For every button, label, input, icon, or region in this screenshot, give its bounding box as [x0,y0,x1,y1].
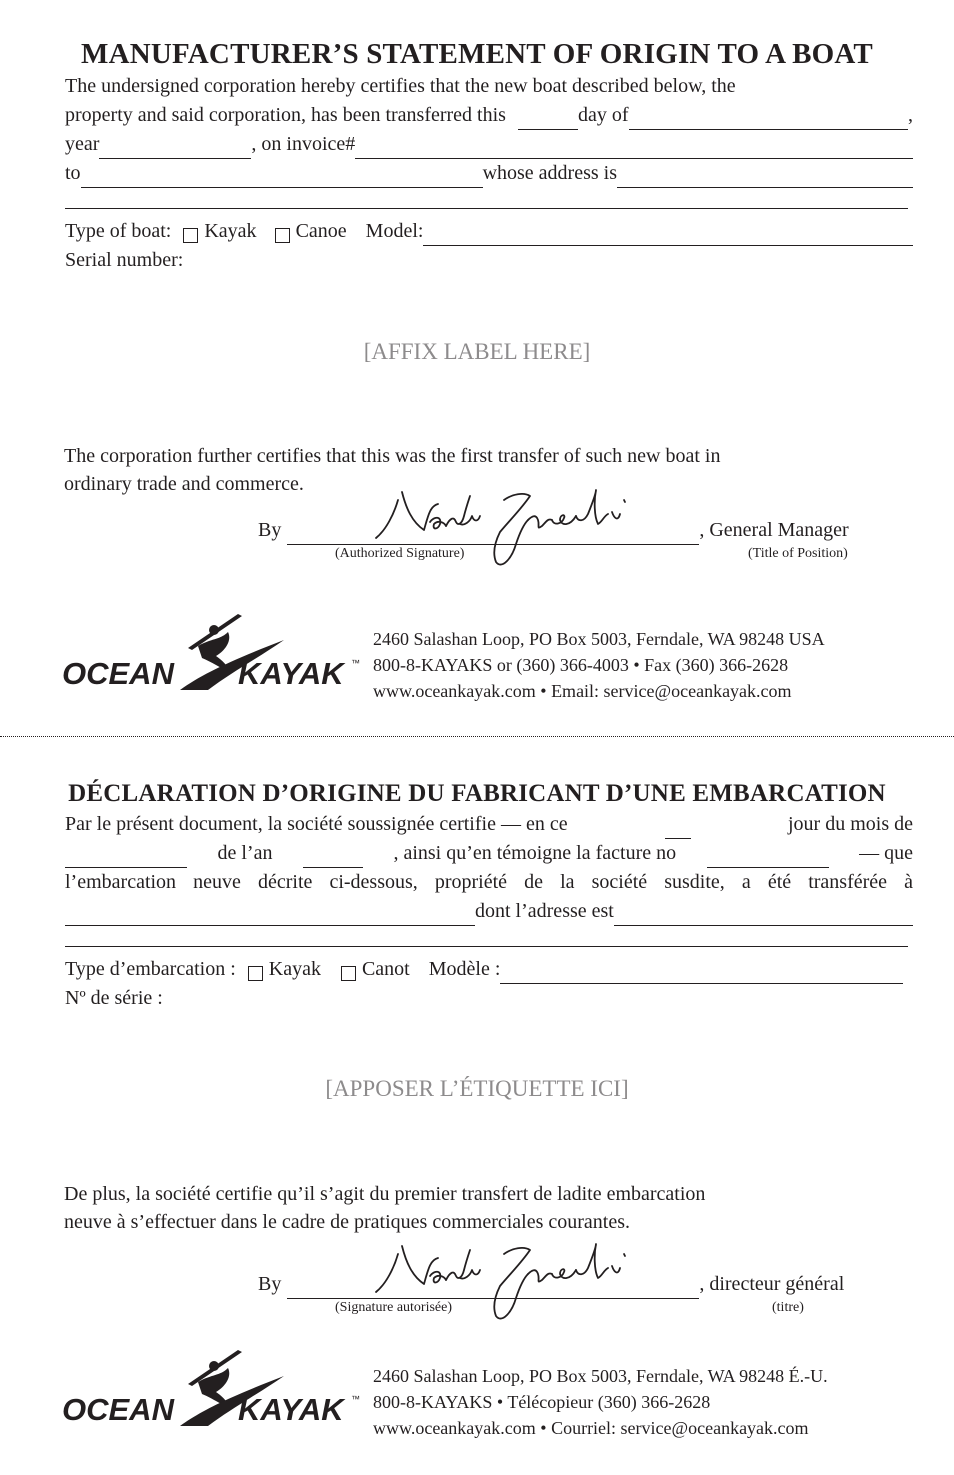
year-field[interactable] [99,138,251,159]
fr-month-field[interactable] [65,847,187,868]
fr-serial-line [65,984,913,1013]
certify-line-5 [65,188,908,209]
address-label: whose address is [482,162,617,184]
canoe-checkbox[interactable] [275,228,290,243]
day-field[interactable] [518,109,578,130]
fr-further-line-1: De plus, la société certifie qu’il s’agit du premier transfert de ladite embarcation [64,1183,706,1205]
fr-year-label: de l’an [217,842,273,864]
contact-phone: 800-8-KAYAKS or (360) 366-4003 • Fax (360) 366-2628 [373,655,789,675]
cut-line-divider [0,736,954,737]
logo-word-kayak: KAYAK [238,656,344,691]
further-line-1: The corporation further certifies that this was the first transfer of such new boat in [64,445,721,467]
logo-word-ocean: OCEAN [62,656,174,691]
statement-title: MANUFACTURER’S STATEMENT OF ORIGIN TO A BOAT [81,38,873,70]
fr-certify-text: Par le présent document, la société soussignée certifie — en ce [65,813,568,835]
fr-canoe-label: Canot [361,958,410,980]
model-label: Model: [365,220,424,242]
fr-que-label: — que [859,842,913,864]
certify-line-2 [65,101,913,130]
fr-further-certify-text [64,1180,705,1236]
fr-invoice-field[interactable] [707,847,829,868]
boat-type-label: Type of boat: [65,220,172,242]
fr-signature-caption: (Signature autorisée) [335,1300,453,1315]
fr-position-title: , directeur général [699,1273,845,1295]
to-label: to [65,162,81,184]
further-line-2: ordinary trade and commerce. [64,473,304,495]
affix-label-placeholder: [AFFIX LABEL HERE] [363,339,591,364]
fr-year-field[interactable] [303,847,363,868]
fr-affix-label-placeholder: [APPOSER L’ÉTIQUETTE ICI] [325,1076,629,1101]
logo-trademark: ™ [351,658,360,668]
fr-position-caption: (titre) [772,1300,804,1315]
fr-by-label: By [258,1273,282,1295]
year-label: year [65,133,100,155]
fr-serial-label: Nº de série : [65,987,163,1009]
fr-ocean-kayak-logo [62,1346,362,1436]
position-title: , General Manager [699,519,849,541]
fr-logo-trademark: ™ [351,1394,360,1404]
fr-transfer-text: l’embarcation neuve décrite ci-dessous, propriété de la société susdite, a été transférée à [65,871,913,893]
serial-line [65,246,913,275]
fr-contact-phone: 800-8-KAYAKS • Télécopieur (360) 366-2628 [373,1392,711,1412]
certify-line-4 [65,159,913,188]
fr-contact-address: 2460 Salashan Loop, PO Box 5003, Ferndale, WA 98248 É.-U. [373,1366,828,1386]
fr-logo-word-ocean: OCEAN [62,1392,174,1427]
contact-web: www.oceankayak.com • Email: service@oceankayak.com [373,681,792,701]
fr-address-field[interactable] [614,905,913,926]
invoice-field[interactable] [355,138,913,159]
fr-model-field[interactable] [500,963,903,984]
address-field[interactable] [617,167,913,188]
fr-further-line-2: neuve à s’effectuer dans le cadre de pratiques commerciales courantes. [64,1211,631,1233]
fr-recipient-field[interactable] [65,905,475,926]
signature-caption: (Authorized Signature) [335,546,465,561]
address-field-2[interactable] [65,188,908,209]
fr-line-1 [65,810,913,839]
fr-line-2 [65,839,913,868]
fr-invoice-label: , ainsi qu’en témoigne la facture no [393,842,677,864]
signature-image [372,486,634,572]
fr-kayak-label: Kayak [268,958,321,980]
fr-line-3 [65,868,913,897]
kayak-checkbox[interactable] [183,228,198,243]
fr-address-field-2[interactable] [65,926,908,947]
contact-address: 2460 Salashan Loop, PO Box 5003, Ferndale, WA 98248 USA [373,629,825,649]
fr-contact-block [373,1363,828,1441]
boat-type-line [65,217,913,246]
ocean-kayak-logo [62,610,362,700]
fr-signature-image [372,1240,634,1326]
fr-day-field[interactable] [665,818,691,839]
fr-kayak-checkbox[interactable] [248,966,263,981]
month-field[interactable] [629,109,908,130]
fr-line-5 [65,926,908,947]
transfer-text: property and said corporation, has been transferred this [65,104,506,126]
fr-contact-web: www.oceankayak.com • Courriel: service@oceankayak.com [373,1418,809,1438]
comma-text: , [908,104,913,126]
fr-line-4 [65,897,913,926]
by-label: By [258,519,282,541]
certify-line-1 [65,72,913,101]
day-of-label: day of [577,104,629,126]
fr-canoe-checkbox[interactable] [341,966,356,981]
fr-model-label: Modèle : [428,958,501,980]
fr-logo-word-kayak: KAYAK [238,1392,344,1427]
contact-block [373,626,825,704]
serial-label: Serial number: [65,249,184,271]
canoe-label: Canoe [295,220,347,242]
recipient-field[interactable] [81,167,483,188]
fr-boat-type-label: Type d’embarcation : [65,958,236,980]
certify-line-3 [65,130,913,159]
declaration-title: DÉCLARATION D’ORIGINE DU FABRICANT D’UNE EMBARCATION [68,780,886,807]
position-caption: (Title of Position) [748,546,848,561]
invoice-label: , on invoice# [251,133,356,155]
fr-address-label: dont l’adresse est [475,900,614,922]
certify-text: The undersigned corporation hereby certifies that the new boat described below, the [65,75,736,97]
fr-month-label: jour du mois de [788,813,913,835]
model-field[interactable] [423,225,913,246]
kayak-label: Kayak [204,220,257,242]
fr-boat-type-line [65,955,903,984]
